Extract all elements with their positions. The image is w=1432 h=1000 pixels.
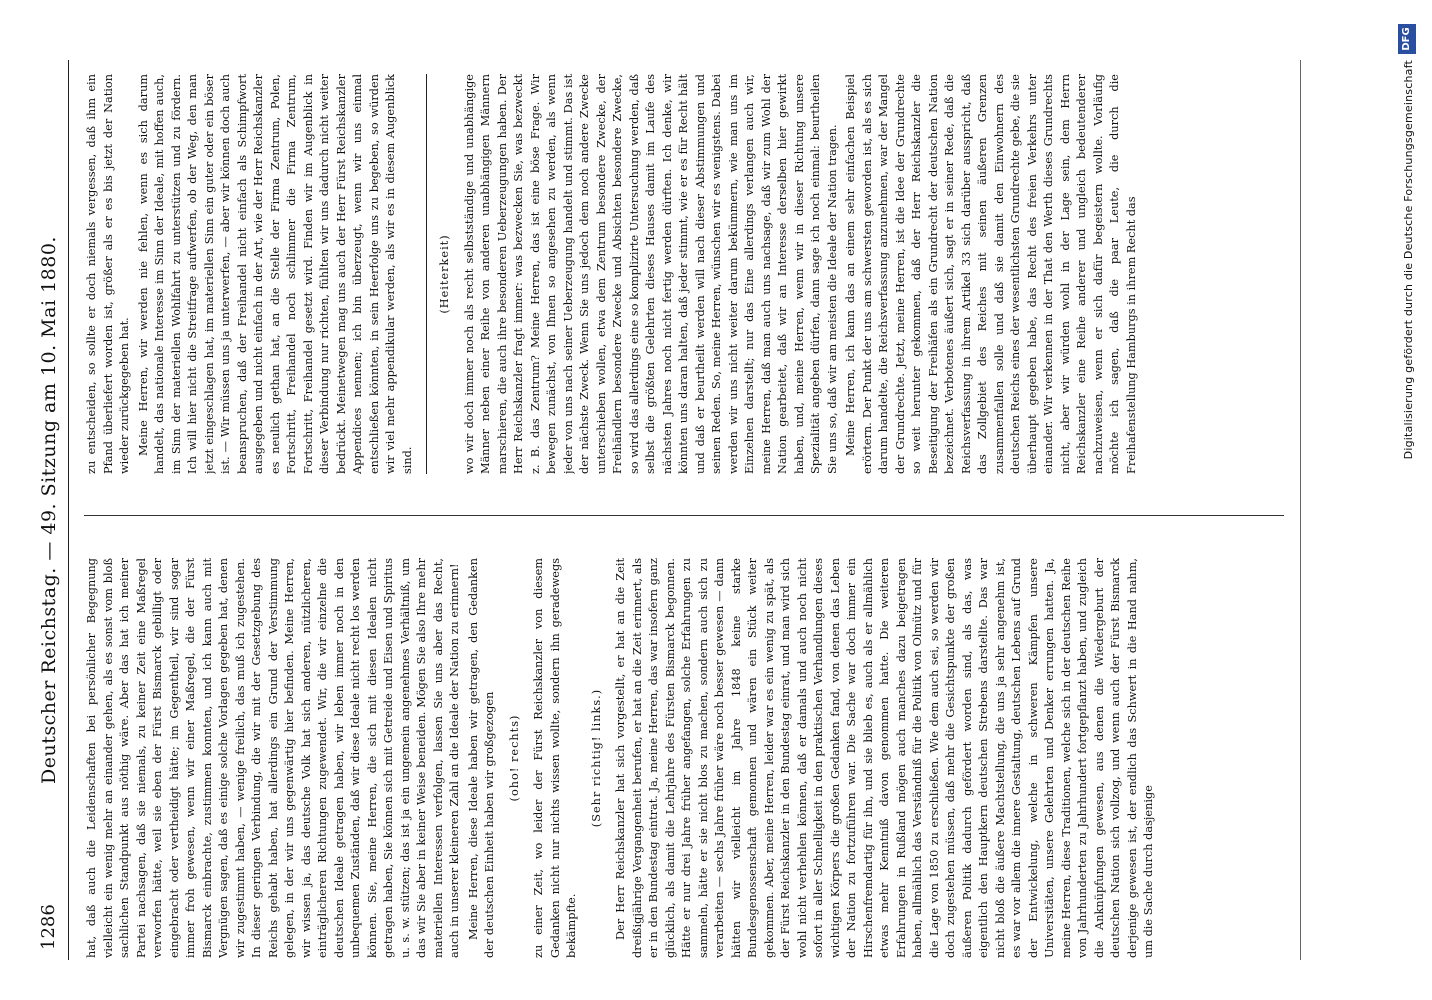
stage-direction: (Sehr richtig! links.) — [589, 688, 603, 828]
paragraph: Meine Herren, wir werden nie fehlen, wenn es sich darum handelt, das nationale Interesse im Sinn der Ideale, mit hoffen auch, im Sinn der materiellen Wohlfahrt zu unterstützen und zu fördern. Ich will hier nicht die Streitfrage aufwerfen, ob der Weg, den man jetzt eingeschlagen hat, im materiellen Sinn ein guter oder ein böser ist. — Wir müssen uns ja unterwerfen, — aber wir können doch auch beanspruchen, daß der Freihandel nicht einfach als Schimpfwort ausgegeben und nicht einfach in der Art, wie der Herr Reichskanzler es neulich gethan hat, an die Stelle der Firma Zentrum, Polen, Fortschritt, Freihandel noch schlimmer die Firma Zentrum, Fortschritt, Freihandel gesetzt wird. Finden wir im Augenblick in dieser Verbindung nur richten, fühlten wir uns dadurch nicht weiter bedrückt. Meinetwegen mag uns auch der Herr Fürst Reichskanzler Appendices nennen; ich bin überzeugt, wenn wir uns einmal entschließen könnten, in sein Heerfolge uns zu begeben, so würden wir viel mehr appendikular werden, als wir es in diesem Augenblick sind. — [136, 74, 414, 474]
running-title: Deutscher Reichstag. — 49. Sitzung am 10. Mai 1880. — [38, 236, 60, 784]
page-number: 1286 — [38, 904, 59, 950]
stage-direction: (Heiterkeit) — [438, 234, 451, 314]
page-footer — [1392, 24, 1422, 964]
page-header — [32, 70, 66, 950]
header-rule — [68, 60, 69, 960]
bottom-rule — [1300, 60, 1301, 960]
stage-direction: (oho! rechts) — [507, 714, 521, 802]
paragraph: wo wir doch immer noch als recht selbstständige und unabhängige Männer neben einer Reihe von anderen unabhängigen Männern marschieren, die auch ihre besonderen Ueberzeugungen haben. Der Herr Reichskanzler fragt immer: was bezwecken Sie, was bezweckt z. B. das Zentrum? Meine Herren, das ist eine böse Frage. Wir bewegen zunächst, von Ihnen so angesehen zu werden, als wenn jeder von uns nach seiner Ueberzeugung handelt und stimmt. Das ist der nächste Zweck. Wenn Sie uns jedoch dem noch andere Zwecke unterschieben wollen, etwa dem Zentrum besondere Zwecke, der Freihändlern besondere Zwecke und Absichten besondere Zwecke, so wird das allerdings eine so komplizirte Untersuchung werden, daß selbst die größten Gelehrten dieses Hauses damit im Laufe des nächsten Jahres noch nicht fertig werden dürften. Ich denke, wir könnten uns daran halten, daß jeder stimmt, wie er es für Recht hält und daß er beurtheilt werden will nach dieser Abstimmungen und seinen Reden. So, meine Herren, wünschen wir es wenigstens. Dabei werden wir uns nicht weiter darum bekümmern, wie man uns im Einzelnen darstellt; nur das Eine allerdings verlangen auch wir, meine Herren, daß man auch uns nachsage, daß wir zum Wohl der Nation gearbeitet, daß wir an Interesse derselben hier gewirkt haben, und, meine Herren, wenn wir in dieser Richtung unsere Spezialität angeben dürfen, dann sage ich noch einmal: beurtheilen Sie uns so, daß wir am meisten die Ideale der Nation tragen. — [462, 74, 839, 474]
paragraph: zu einer Zeit, wo leider der Fürst Reichskanzler von diesem Gedanken nicht nur nichts wissen wollte, sondern ihn geradewegs bekämpfte. — [532, 558, 578, 958]
text-column-right — [84, 74, 1284, 474]
column-divider — [84, 515, 1284, 516]
section-rule — [426, 74, 427, 474]
digitization-note: Digitalisierung gefördert durch die Deutsche Forschungsgemeinschaft — [1402, 60, 1415, 460]
text-column-left — [84, 558, 1284, 958]
paragraph: hat, daß auch die Leidenschaften bei persönlicher Begegnung vielleicht ein wenig mehr an einander gehen, als es sonst vom bloß sachlichen Standpunkt aus nöthig wäre. Aber das hat ich meiner Partei nachsagen, daß sie niemals, zu keiner Zeit eine Maßregel verworfen hätte, weil sie eben der Fürst Bismarck gebilligt oder eingebracht oder vertheidigt hätte; im Gegentheil, wir sind sogar immer froh gewesen, wenn wir einer Maßregel, die der Fürst Bismarck einbrachte, zustimmen konnten, und ich kann auch mit Vergnügen sagen, daß es einige solche Vorlagen gegeben hat, denen wir zugestimmt haben, — wenige freilich, das muß ich zugestehen. In dieser geringen Verbindung, die wir mit der Gesetzgebung des Reichs gehabt haben, hat allerdings ein Grund der Verstimmung gelegen, in der wir uns gegenwärtig hier befinden. Meine Herren, wir wissen ja, das deutsche Volk hat sich anderen, nützlicheren, einträglicheren Richtungen zugewendet. Wir, die wir einzelne die deutschen Ideale getragen haben, wir leben immer noch in den unbequemen Zuständen, daß wir diese Ideale nicht recht los werden können. Sie, meine Herren, die sich mit diesen Idealen nicht getragen haben, Sie können sich mit Getreide und Eisen und Spiritus u. s. w. stützen; das ist ja ein ungemein angenehmes Verhältniß, um das wir Sie aber in keiner Weise beneiden. Mögen Sie also Ihre mehr materiellen Interessen verfolgen, lassen Sie uns aber das Recht, auch in unserer kleineren Zahl an die Ideale der Nation zu erinnern! — [85, 558, 461, 958]
paragraph: Meine Herren, diese Ideale haben wir getragen, den Gedanken der deutschen Einheit haben wir großgezogen — [466, 558, 496, 958]
paragraph: Der Herr Reichskanzler hat sich vorgestellt, er hat an die Zeit dreißigjährige Vergangenheit berufen, er hat an die Zeit erinnert, als er in den Bundestag eintrat. Ja, meine Herren, das war insofern ganz glücklich, als damit die Lehrjahre des Fürsten Bismarck begonnen. Hätte er nur drei Jahre früher angefangen, solche Erfahrungen zu sammeln, hätte er sie nicht blos zu machen, sondern auch sich zu verarbeiten — sechs Jahre früher wäre noch besser gewesen — dann hätten wir vielleicht im Jahre 1848 keine starke Bundesgenossenschaft gemonnen und wären ein Stück weiter gekommen. Aber, meine Herren, leider war es ein wenig zu spät, als der Fürst Reichskanzler in den Bundestag einrat, und man wird sich wohl nicht verhehlen können, daß er damals und auch noch nicht sofort in aller Schnelligkeit in den praktischen Verhandlungen dieses wichtigen Körpers die großen Gedanken fand, von denen das Leben der Nation zu fortzuführen war. Die Sache war doch immer ein Hirschenfremdartig für ihn, und sie blieb es, auch als er allmählich etwas mehr Kenntniß davon genommen hatte. Die weiteren Erfahrungen in Rußland mögen auch manches dazu beigetragen haben, allmählich das Verständniß für die Politik von Olmütz und für die Lage von 1850 zu erschließen. Wie dem auch sei, so werden wir doch zugestehen müssen, daß mehr die Gesichtspunkte der großen äußeren Politik dadurch gefördert worden sind, als das, was eigentlich den Hauptkern deutschen Strebens darstellte. Das war nicht bloß die äußere Machtstellung, die uns ja sehr angenehm ist, es war vor allem die innere Gestaltung, deutschen Lebens auf Grund der Entwickelung, welche in schweren Kämpfen unsere Universitäten, unsere Gelehrten und Denker errungen hatten. Ja, meine Herren, diese Traditionen, welche sich in der deutschen Reihe von Jahrhunderten zu Jahrhundert fortgepflanzt haben, und zugleich die Anknüpfungen gewesen, aus denen die Wiedergeburt der deutschen Nation sich vollzog, und wenn auch der Fürst Bismarck derjenige gewesen ist, der endlich das Schwert in die Hand nahm, um die Sache durch dasjenige — [614, 558, 1155, 958]
dfg-logo: DFG — [1398, 24, 1416, 54]
paragraph: Meine Herren, ich kann das an einem sehr einfachen Beispiel erörtern. Der Punkt der uns am schwersten geworden ist, als es sich darum handelte, die Reichsverfassung anzunehmen, war der Mangel der Grundrechte. Jetzt, meine Herren, ist die Idee der Grundrechte so weit herunter gekommen, daß der Herr Reichskanzler die Beseitigung der Freihäfen als ein Grundrecht der deutschen Nation bezeichnet. Verbotenes äußert sich, sagt er in seiner Rede, daß die Reichsverfassung in ihrem Artikel 33 sich darüber ausspricht, daß das Zollgebiet des Reiches mit seinen äußeren Grenzen zusammenfallen solle und daß sie damit den Einwohnern des deutschen Reichs eines der wesentlichsten Grundrechte gebe, die sie überhaupt gegeben habe, das Recht des freien Verkehrs unter einander. Wir verkennen in der That den Werth dieses Grundrechts nicht, aber wir würden wohl in der Lage sein, dem Herrn Reichskanzler eine Reihe anderer und ungleich bedeutenderer nachzuweisen, wenn er sich dafür begeistern wollte. Vorläufig möchte ich sagen, daß die paar Leute, die durch die Freihafenstellung Hamburgs in ihrem Recht das — [844, 74, 1138, 474]
paragraph: zu entscheiden, so sollte er doch niemals vergessen, daß ihm ein Pfand überliefert worden ist, größer als er es bis jetzt der Nation wieder zurückgegeben hat. — [85, 74, 131, 474]
